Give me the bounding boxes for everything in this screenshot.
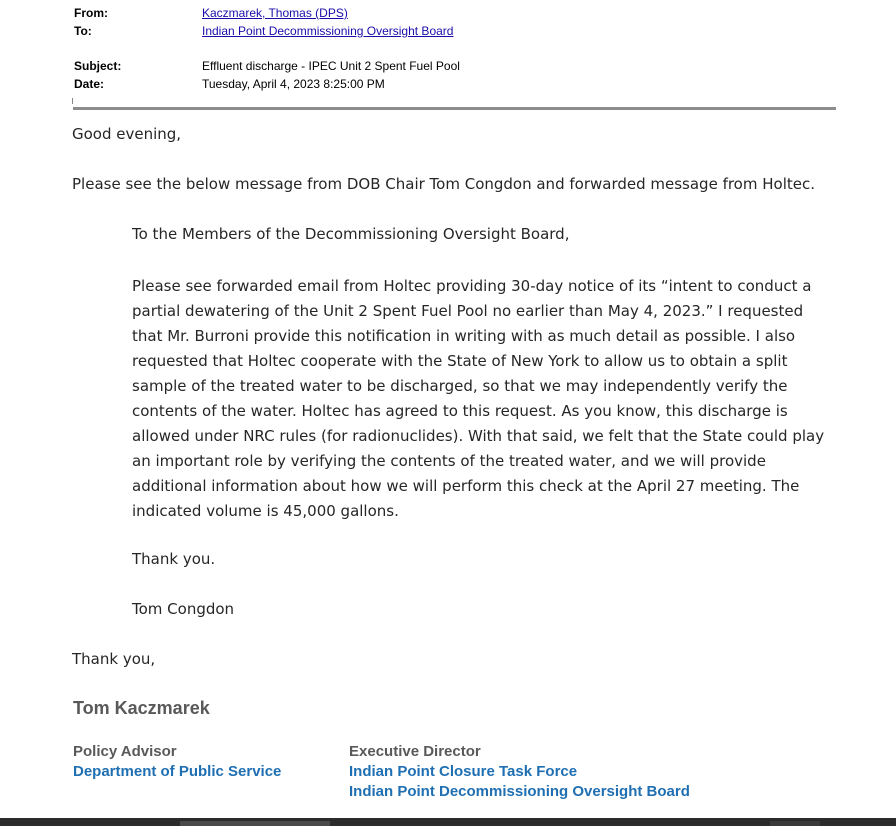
signature-name: Tom Kaczmarek: [73, 698, 210, 718]
bottom-toolbar-strip: [0, 818, 896, 826]
subject-value: Effluent discharge - IPEC Unit 2 Spent Fuel Pool: [202, 59, 460, 73]
quoted-signoff: Tom Congdon: [132, 600, 235, 618]
signature-right-org-2: Indian Point Decommissioning Oversight Board: [349, 783, 690, 800]
quoted-line: requested that Holtec cooperate with the State of New York to allow us to obtain a split: [132, 352, 788, 370]
to-label: To:: [74, 24, 92, 38]
quoted-line: indicated volume is 45,000 gallons.: [132, 502, 399, 520]
quoted-line: allowed under NRC rules (for radionuclides). With that said, we felt that the State could play: [132, 427, 825, 445]
from-label: From:: [74, 6, 108, 20]
quoted-line: partial dewatering of the Unit 2 Spent Fuel Pool no earlier than May 4, 2023.” I requested: [132, 302, 804, 320]
signature-right-title: Executive Director: [349, 743, 481, 760]
quoted-line: Please see forwarded email from Holtec providing 30-day notice of its “intent to conduct a: [132, 277, 812, 295]
quoted-thanks: Thank you.: [132, 550, 216, 568]
quoted-line: contents of the water. Holtec has agreed to this request. As you know, this discharge is: [132, 402, 788, 420]
signature-right-block: [349, 742, 690, 802]
quoted-paragraph: [132, 274, 832, 524]
quoted-line: sample of the treated water to be discharged, so that we may independently verify the: [132, 377, 788, 395]
date-value: Tuesday, April 4, 2023 8:25:00 PM: [202, 77, 385, 91]
quoted-line: additional information about how we will perform this check at the April 27 meeting. The: [132, 477, 800, 495]
quoted-line: an important role by verifying the contents of the treated water, and we will provide: [132, 452, 766, 470]
bottom-strip-segment: [770, 821, 820, 826]
to-recipient-link[interactable]: Indian Point Decommissioning Oversight Board: [202, 24, 454, 38]
greeting: Good evening,: [72, 125, 182, 143]
signature-left-title: Policy Advisor: [73, 743, 177, 760]
signature-left-org: Department of Public Service: [73, 763, 282, 780]
intro-paragraph: Please see the below message from DOB Chair Tom Congdon and forwarded message from Holtec.: [72, 175, 815, 193]
header-divider: [73, 107, 836, 110]
from-sender-link[interactable]: Kaczmarek, Thomas (DPS): [202, 6, 348, 20]
header-tick-mark: [72, 98, 73, 104]
closing: Thank you,: [72, 650, 156, 668]
quoted-salutation: To the Members of the Decommissioning Oversight Board,: [132, 225, 570, 243]
signature-right-org-1: Indian Point Closure Task Force: [349, 763, 578, 780]
signature-left-block: [73, 742, 281, 782]
bottom-strip-segment: [180, 821, 330, 826]
subject-label: Subject:: [74, 59, 122, 73]
date-label: Date:: [74, 77, 105, 91]
quoted-line: that Mr. Burroni provide this notification in writing with as much detail as possible. I also: [132, 327, 796, 345]
